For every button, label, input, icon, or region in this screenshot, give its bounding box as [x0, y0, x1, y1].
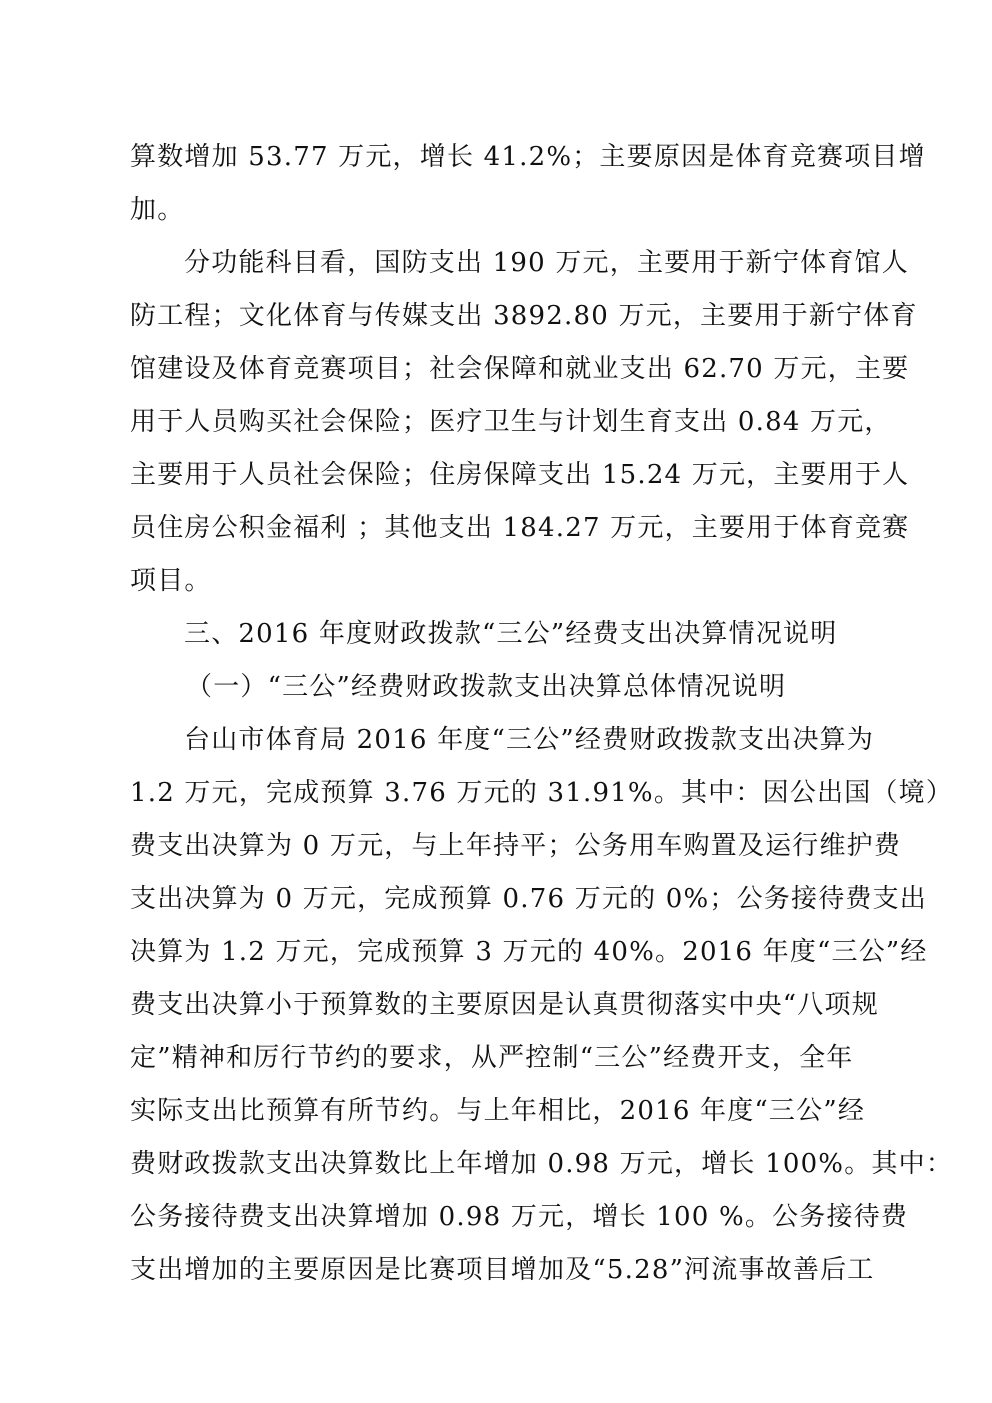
text-line: 馆建设及体育竞赛项目；社会保障和就业支出 62.70 万元，主要 [130, 354, 910, 384]
section-heading: 三、2016 年度财政拨款“三公”经费支出决算情况说明 [184, 619, 838, 649]
text-line: 员住房公积金福利 ；其他支出 184.27 万元，主要用于体育竞赛 [130, 513, 910, 543]
text-line: 支出决算为 0 万元，完成预算 0.76 万元的 0%；公务接待费支出 [130, 884, 928, 914]
text-line: 1.2 万元，完成预算 3.76 万元的 31.91%。其中：因公出国（境） [130, 778, 954, 808]
subsection-heading: （一）“三公”经费财政拨款支出决算总体情况说明 [186, 672, 787, 702]
text-line: 费财政拨款支出决算数比上年增加 0.98 万元，增长 100%。其中： [130, 1149, 954, 1179]
text-line: 决算为 1.2 万元，完成预算 3 万元的 40%。2016 年度“三公”经 [130, 937, 928, 967]
text-line: 费支出决算小于预算数的主要原因是认真贯彻落实中央“八项规 [130, 990, 879, 1020]
text-line: 定”精神和厉行节约的要求，从严控制“三公”经费开支，全年 [130, 1043, 854, 1073]
text-line: 分功能科目看，国防支出 190 万元，主要用于新宁体育馆人 [184, 248, 909, 278]
text-line: 支出增加的主要原因是比赛项目增加及“5.28”河流事故善后工 [130, 1255, 875, 1285]
text-line: 防工程；文化体育与传媒支出 3892.80 万元，主要用于新宁体育 [130, 301, 918, 331]
text-line: 算数增加 53.77 万元，增长 41.2%；主要原因是体育竞赛项目增 [130, 142, 926, 172]
text-line: 项目。 [130, 566, 212, 596]
text-line: 实际支出比预算有所节约。与上年相比，2016 年度“三公”经 [130, 1096, 866, 1126]
text-line: 公务接待费支出决算增加 0.98 万元，增长 100 %。公务接待费 [130, 1202, 909, 1232]
text-line: 用于人员购买社会保险；医疗卫生与计划生育支出 0.84 万元， [130, 407, 892, 437]
text-line: 台山市体育局 2016 年度“三公”经费财政拨款支出决算为 [184, 725, 875, 755]
text-line: 加。 [130, 195, 185, 225]
text-line: 主要用于人员社会保险；住房保障支出 15.24 万元，主要用于人 [130, 460, 910, 490]
text-line: 费支出决算为 0 万元，与上年持平；公务用车购置及运行维护费 [130, 831, 902, 861]
